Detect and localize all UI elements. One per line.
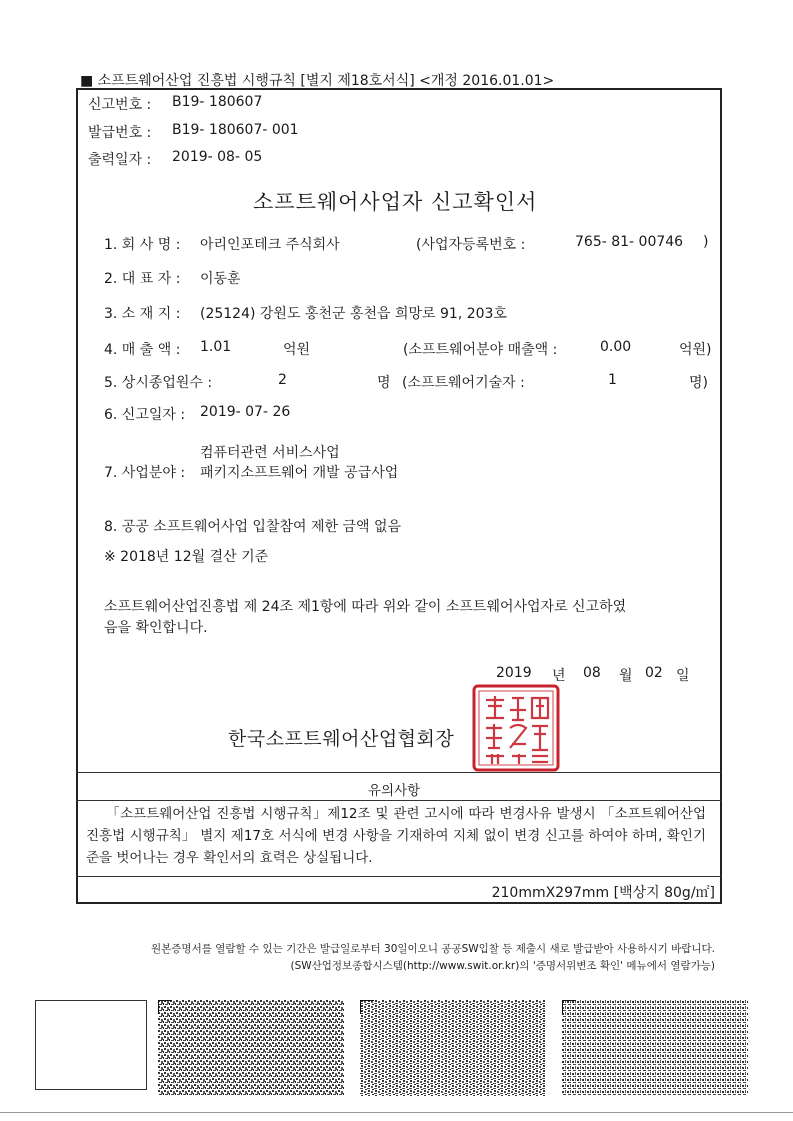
- company-label: 1. 회 사 명 :: [104, 237, 181, 253]
- stub-box: [35, 1000, 147, 1090]
- paper-spec-divider: [76, 876, 722, 877]
- date-day: 02: [645, 665, 663, 681]
- notice-heading-divider: [76, 800, 722, 801]
- sw-sales-label: (소프트웨어분야 매출액 :: [403, 342, 558, 358]
- employees-value: 2: [278, 372, 287, 388]
- engineers-unit: 명): [689, 375, 708, 391]
- date-month: 08: [583, 665, 601, 681]
- ceo-label: 2. 대 표 자 :: [104, 271, 181, 287]
- issuer-name: 한국소프트웨어산업협회장: [228, 728, 455, 750]
- employees-label: 5. 상시종업원수 :: [104, 375, 213, 391]
- engineers-label: (소프트웨어기술자 :: [402, 375, 525, 391]
- paper-spec: 210mmX297mm [백상지 80g/㎡]: [491, 885, 715, 901]
- form-title: ■ 소프트웨어산업 진흥법 시행규칙 [별지 제18호서식] <개정 2016.01.01>: [80, 73, 555, 89]
- date-year: 2019: [496, 665, 532, 681]
- footer-line-2: (SW산업정보종합시스템(http://www.swit.or.kr)의 '증명서위변조 확인' 메뉴에서 열람가능): [290, 960, 715, 972]
- business-field-2: 패키지소프트웨어 개발 공급사업: [200, 465, 399, 481]
- ceo-name: 이동훈: [200, 271, 241, 287]
- bizno-label: (사업자등록번호 :: [416, 237, 526, 253]
- barcode-3: [562, 1000, 748, 1096]
- sales-value: 1.01: [200, 339, 232, 355]
- statement-line-1: 소프트웨어산업진흥법 제 24조 제1항에 따라 위와 같이 소프트웨어사업자로 신고하였: [104, 599, 627, 615]
- bizno-close: ): [703, 234, 709, 250]
- company-name: 아리인포테크 주식회사: [200, 237, 340, 253]
- document-title: 소프트웨어사업자 신고확인서: [253, 190, 538, 214]
- barcode-2: [360, 1000, 546, 1096]
- notice-body: 「소프트웨어산업 진흥법 시행규칙」제12조 및 관련 고시에 따라 변경사유 발생시 「소프트웨어산업 진흥법 시행규칙」 별지 제17호 서식에 변경 사항을 기재하여 지체 없이 변경 신고를 하여야 하며, 확인기준을 벗어나는 경우 확인서의 효력은 상실됩니다.: [86, 806, 706, 866]
- sw-sales-value: 0.00: [600, 339, 632, 355]
- print-date-label: 출력일자 :: [88, 152, 152, 168]
- business-label: 7. 사업분야 :: [104, 465, 186, 481]
- notice-heading: 유의사항: [368, 783, 421, 799]
- date-year-unit: 년: [552, 668, 566, 684]
- address-label: 3. 소 재 지 :: [104, 306, 181, 322]
- address: (25124) 강원도 홍천군 홍천읍 희망로 91, 203호: [200, 306, 507, 322]
- statement-line-2: 음을 확인합니다.: [104, 620, 208, 636]
- issue-number-label: 발급번호 :: [88, 125, 152, 141]
- report-number-label: 신고번호 :: [88, 97, 152, 113]
- footer-line-1: 원본증명서를 열람할 수 있는 기간은 발급일로부터 30일이오니 공공SW입찰 등 제출시 새로 발급받아 사용하시기 바랍니다.: [151, 943, 715, 955]
- bizno: 765- 81- 00746: [575, 234, 684, 250]
- barcode-1: [158, 1000, 344, 1096]
- print-date: 2019- 08- 05: [172, 149, 263, 165]
- date-day-unit: 일: [676, 668, 690, 684]
- date-month-unit: 월: [619, 668, 633, 684]
- bid-limit: 8. 공공 소프트웨어사업 입찰참여 제한 금액 없음: [104, 519, 402, 535]
- employees-unit: 명: [377, 375, 391, 391]
- sales-label: 4. 매 출 액 :: [104, 342, 181, 358]
- official-seal: [472, 684, 560, 772]
- page-bottom-rule: [0, 1112, 793, 1113]
- report-number: B19- 180607: [172, 94, 263, 110]
- report-date: 2019- 07- 26: [200, 404, 291, 420]
- notice-divider: [76, 772, 722, 773]
- sales-unit: 억원: [283, 342, 311, 358]
- business-field-1: 컴퓨터관련 서비스사업: [200, 445, 340, 461]
- settlement-note: ※ 2018년 12월 결산 기준: [104, 549, 269, 565]
- report-date-label: 6. 신고일자 :: [104, 407, 186, 423]
- issue-number: B19- 180607- 001: [172, 122, 299, 138]
- sw-sales-unit: 억원): [679, 342, 712, 358]
- engineers-value: 1: [608, 372, 617, 388]
